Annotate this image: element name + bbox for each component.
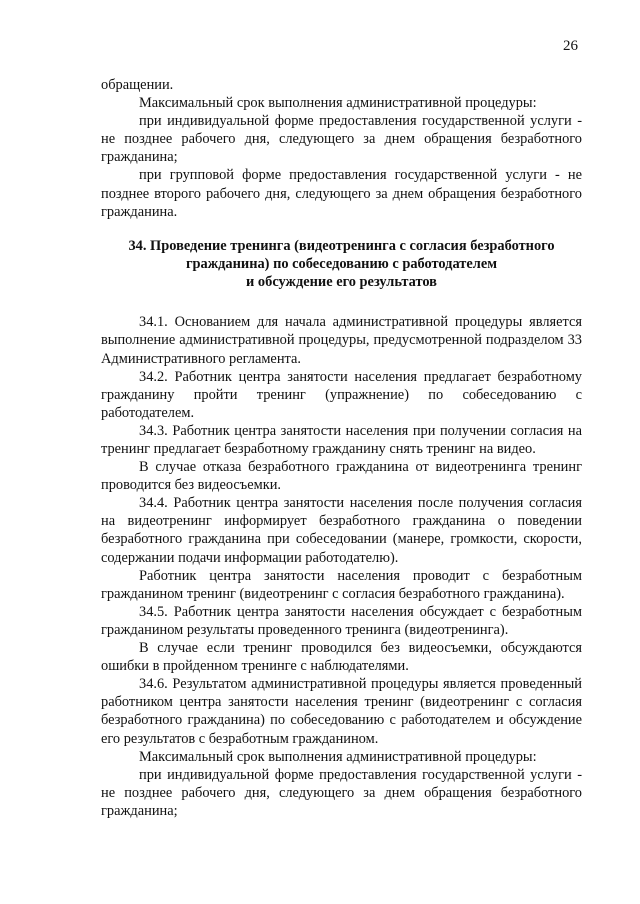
paragraph-34-6: 34.6. Результатом административной процедуры является проведенный работником центра занятости населения тренинг (видеотренинг с согласия безработного гражданина) по собеседованию с работодателем и обсуждение его результатов с безработным гражданином.: [101, 676, 582, 747]
paragraph-34-5: 34.5. Работник центра занятости населения обсуждает с безработным гражданином результаты проведенного тренинга (видеотренинга).: [101, 603, 582, 638]
paragraph-group-form: при групповой форме предоставления государственной услуги - не позднее второго рабочего дня, следующего за днем обращения безработного гражданина.: [101, 167, 582, 220]
paragraph-refusal: В случае отказа безработного гражданина от видеотренинга тренинг проводится без видеосъемки.: [101, 459, 582, 494]
section-heading-line: 34. Проведение тренинга (видеотренинга с согласия безработного: [128, 237, 555, 254]
paragraph-34-3: 34.3. Работник центра занятости населения при получении согласия на тренинг предлагает безработному гражданину снять тренинг на видео.: [101, 422, 582, 458]
paragraph-max-term-2: Максимальный срок выполнения административной процедуры:: [139, 748, 537, 765]
paragraph-conducts-training: Работник центра занятости населения проводит с безработным гражданином тренинг (видеотренинг с согласия безработного гражданина).: [101, 567, 582, 602]
page-number: 26: [563, 38, 578, 54]
paragraph-continuation: обращении.: [101, 77, 174, 93]
paragraph-individual-form-2: при индивидуальной форме предоставления государственной услуги - не позднее рабочего дня, следующего за днем обращения безработного гражданина;: [101, 766, 582, 819]
paragraph-34-4: 34.4. Работник центра занятости населения после получения согласия на видеотренинг информирует безработного гражданина о поведении безработного гражданина при собеседовании (манере, громкости, скорости, содержании подачи информации работодателю).: [101, 495, 582, 566]
paragraph-individual-form: при индивидуальной форме предоставления государственной услуги - не позднее рабочего дня, следующего за днем обращения безработного гражданина;: [101, 113, 582, 166]
section-heading-line: гражданина) по собеседованию с работодателем: [185, 255, 498, 272]
paragraph-34-1: 34.1. Основанием для начала административной процедуры является выполнение административной процедуры, предусмотренной подразделом 33 Административного регламента.: [101, 314, 582, 367]
paragraph-max-term: Максимальный срок выполнения административной процедуры:: [139, 95, 537, 112]
document-body: [101, 76, 582, 820]
section-heading-line: и обсуждение его результатов: [246, 274, 437, 291]
section-heading: [101, 237, 582, 292]
paragraph-34-2: 34.2. Работник центра занятости населения предлагает безработному гражданину пройти тренинг (упражнение) по собеседованию с работодателем.: [101, 368, 582, 421]
paragraph-no-video: В случае если тренинг проводился без видеосъемки, обсуждаются ошибки в пройденном тренинге с наблюдателями.: [101, 640, 582, 675]
